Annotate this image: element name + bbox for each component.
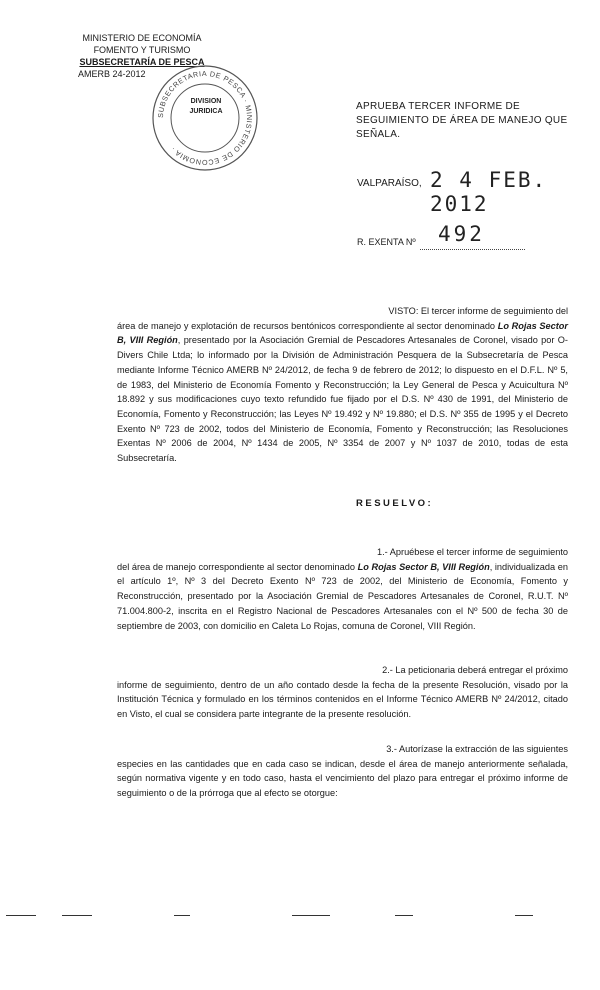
resolution-point-2 [117,663,568,722]
letterhead-ministry: MINISTERIO DE ECONOMÍA [82,33,202,43]
table-edge-line [62,915,92,916]
table-edge-line [6,915,36,916]
point-3-lead: 3.- Autorízase la extracción de las siguientes [386,744,568,754]
table-edge-line [395,915,413,916]
visto-text-b: , presentado por la Asociación Gremial de Pescadores Artesanales de Coronel, visado por O-Divers Chile Ltda; lo informado por la División de Administración Pesquera de la Subsecretaría de Pesca mediante Informe Técnico AMERB Nº 24/2012, de fecha 9 de febrero de 2012; lo dispuesto en el D.F.L. Nº 5, de 1983, del Ministerio de Economía Fomento y Reconstrucción; la Ley General de Pesca y Acuicultura Nº 18.892 y sus modificaciones cuyo texto refundido fue fijado por el D.S. Nº 430 de 1991, del Ministerio de Economía, Fomento y Reconstrucción; las Leyes Nº 19.492 y Nº 19.880; el D.S. Nº 355 de 1995 y el Decreto Exento Nº 723 de 2002, todos del Ministerio de Economía, Fomento y Reconstrucción; las Resoluciones Exentas Nº 2006 de 2004, Nº 1434 de 2005, Nº 3354 de 2007 y Nº 1037 de 2010, todas de esta Subsecretaría. [117,335,568,464]
resolution-number: 492 [438,222,485,246]
visto-sector: Lo Rojas Sector B, VIII Región [117,320,568,346]
resuelvo-heading: RESUELVO: [356,498,434,509]
place-label: VALPARAÍSO, [357,178,422,189]
table-edge-line [515,915,533,916]
visto-text-a: área de manejo y explotación de recursos bentónicos correspondiente al sector denominado [117,320,498,331]
letterhead-ministry-sub: FOMENTO Y TURISMO [93,45,191,55]
table-edge-line [174,915,190,916]
date-stamp: 2 4 FEB. 2012 [430,168,548,216]
table-edge-line [292,915,330,916]
letterhead-subsecretariat: SUBSECRETARÍA DE PESCA [79,57,205,67]
point-3-text: especies en las cantidades que en cada caso se indican, desde el área de manejo anteriormente señalada, según normativa vigente y en todo caso, hasta el vencimiento del plazo para entregar el próximo informe de seguimiento o de la prórroga que al efecto se otorgue: [117,758,568,799]
point-2-lead: 2.- La peticionaria deberá entregar el próximo [382,665,568,675]
visto-lead: VISTO: El tercer informe de seguimiento del [388,306,568,316]
resolution-label: R. EXENTA Nº [357,237,416,247]
resolution-subject: APRUEBA TERCER INFORME DE SEGUIMIENTO DE ÁREA DE MANEJO QUE SEÑALA. [356,101,568,140]
division-juridica-stamp [150,63,260,173]
point-2-text: informe de seguimiento, dentro de un año contado desde la fecha de la presente Resolución, visado por la Institución Técnica y formulado en los términos contenidos en el Informe Técnico AMERB Nº 24/2012, citado en Visto, el cual se considera parte integrante de la presente resolución. [117,679,568,720]
resolution-point-1 [117,545,568,633]
resolution-point-3 [117,742,568,801]
point-1-text-b: , individualizada en el artículo 1º, Nº 3 del Decreto Exento Nº 723 de 2002, del Ministerio de Economía, Fomento y Reconstrucción, presentado por la Asociación Gremial de Pescadores Artesanales de Coronel, R.U.T. Nº 71.004.800-2, inscrita en el Registro Nacional de Pescadores Artesanales con el Nº 500 de fecha 30 de septiembre de 2003, con domicilio en Caleta Lo Rojas, comuna de Coronel, VIII Región. [117,561,568,631]
point-1-sector: Lo Rojas Sector B, VIII Región [357,561,490,572]
stamp-ring-text: SUBSECRETARIA DE PESCA · MINISTERIO DE ECONOMIA · [155,68,255,168]
point-1-lead: 1.- Apruébese el tercer informe de seguimiento [377,547,568,557]
point-1-text-a: del área de manejo correspondiente al sector denominado [117,561,358,572]
stamp-center-label: DIVISION JURIDICA [189,98,223,115]
visto-paragraph [117,304,568,466]
letterhead-reference: AMERB 24-2012 [78,69,146,79]
